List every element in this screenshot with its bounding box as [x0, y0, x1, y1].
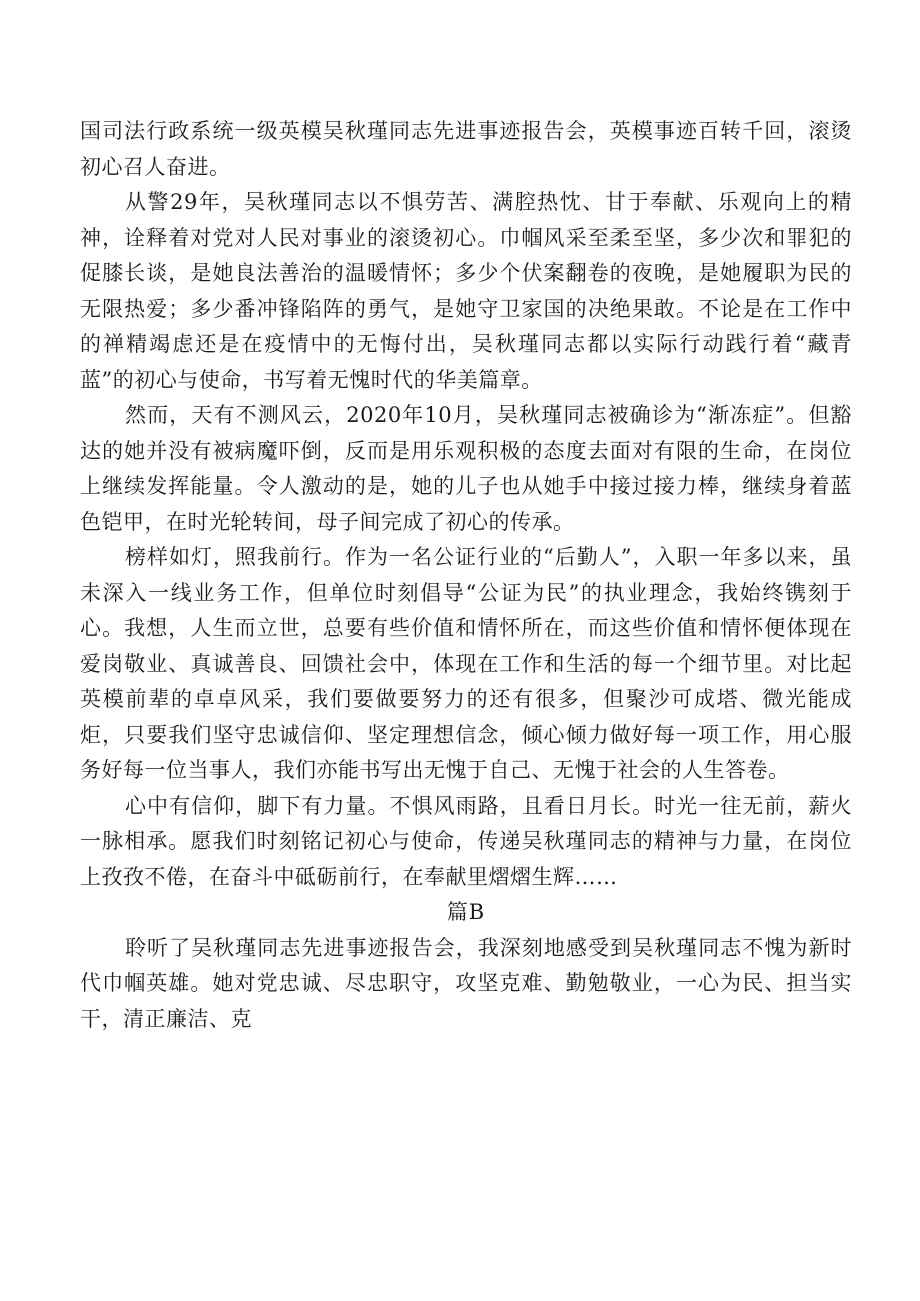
paragraph-closing: 心中有信仰，脚下有力量。不惧风雨路，且看日月长。时光一往无前，薪火一脉相承。愿我们时刻铭记初心与使命，传递吴秋瑾同志的精神与力量，在岗位上孜孜不倦，在奋斗中砥砺前行，在奉献里熠熠生辉……	[80, 793, 852, 889]
paragraph-role-model: 榜样如灯，照我前行。作为一名公证行业的“后勤人”，入职一年多以来，虽未深入一线业务工作，但单位时刻倡导“公证为民”的执业理念，我始终镌刻于心。我想，人生而立世，总要有些价值和情怀所在，而这些价值和情怀便体现在爱岗敬业、真诚善良、回馈社会中，体现在工作和生活的每一个细节里。对比起英模前辈的卓卓风采，我们要做要努力的还有很多，但聚沙可成塔、微光能成炬，只要我们坚守忠诚信仰、坚定理想信念，倾心倾力做好每一项工作，用心服务好每一位当事人，我们亦能书写出无愧于自己、无愧于社会的人生答卷。	[80, 545, 852, 782]
paragraph-section-b-intro: 聆听了吴秋瑾同志先进事迹报告会，我深刻地感受到吴秋瑾同志不愧为新时代巾帼英雄。她对党忠诚、尽忠职守，攻坚克难、勤勉敬业，一心为民、担当实干，清正廉洁、克	[80, 935, 852, 1031]
paragraph-illness: 然而，天有不测风云，2020年10月，吴秋瑾同志被确诊为“渐冻症”。但豁达的她并没有被病魔吓倒，反而是用乐观积极的态度去面对有限的生命，在岗位上继续发挥能量。令人激动的是，她的儿子也从她手中接过接力棒，继续身着蓝色铠甲，在时光轮转间，母子间完成了初心的传承。	[80, 403, 852, 534]
paragraph-police-career: 从警29年，吴秋瑾同志以不惧劳苦、满腔热忱、甘于奉献、乐观向上的精神，诠释着对党对人民对事业的滚烫初心。巾帼风采至柔至坚，多少次和罪犯的促膝长谈，是她良法善治的温暖情怀；多少个伏案翻卷的夜晚，是她履职为民的无限热爱；多少番冲锋陷阵的勇气，是她守卫家国的决绝果敢。不论是在工作中的禅精竭虑还是在疫情中的无悔付出，吴秋瑾同志都以实际行动践行着“藏青蓝”的初心与使命，书写着无愧时代的华美篇章。	[80, 190, 852, 392]
section-title-b: 篇B	[446, 900, 486, 924]
paragraph-report-intro: 国司法行政系统一级英模吴秋瑾同志先进事迹报告会，英模事迹百转千回，滚烫初心召人奋进。	[80, 119, 852, 179]
document-body	[80, 114, 852, 1037]
